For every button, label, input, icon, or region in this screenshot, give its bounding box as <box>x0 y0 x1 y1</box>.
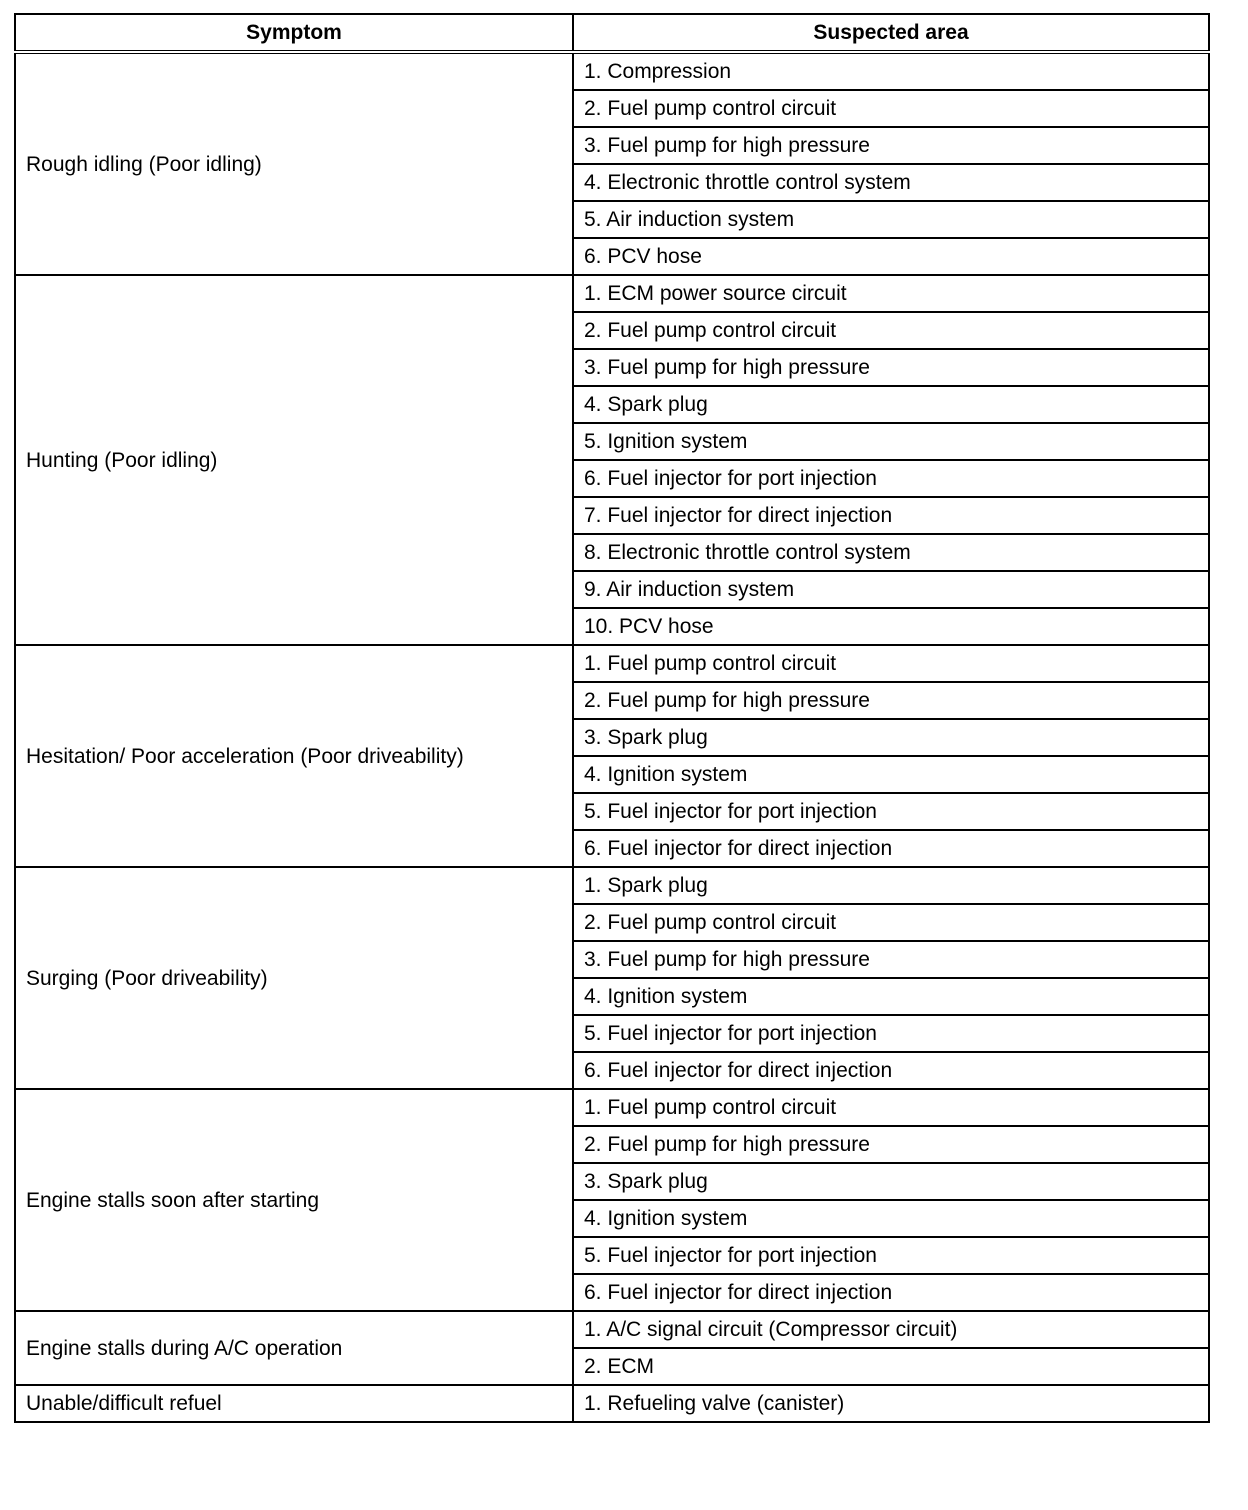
suspected-area-cell: 2. Fuel pump for high pressure <box>573 1126 1209 1163</box>
suspected-area-cell: 3. Fuel pump for high pressure <box>573 127 1209 164</box>
suspected-area-cell: 5. Ignition system <box>573 423 1209 460</box>
suspected-area-cell: 4. Ignition system <box>573 1200 1209 1237</box>
suspected-area-cell: 6. Fuel injector for direct injection <box>573 830 1209 867</box>
suspected-area-cell: 1. Fuel pump control circuit <box>573 1089 1209 1126</box>
suspected-area-cell: 1. A/C signal circuit (Compressor circuit) <box>573 1311 1209 1348</box>
suspected-area-cell: 1. Compression <box>573 52 1209 90</box>
suspected-area-cell: 1. ECM power source circuit <box>573 275 1209 312</box>
header-suspected-area: Suspected area <box>573 14 1209 52</box>
symptom-cell: Engine stalls soon after starting <box>15 1089 573 1311</box>
symptom-cell: Engine stalls during A/C operation <box>15 1311 573 1385</box>
suspected-area-cell: 6. PCV hose <box>573 238 1209 275</box>
suspected-area-cell: 4. Ignition system <box>573 756 1209 793</box>
symptom-table <box>14 13 1210 1423</box>
symptom-cell: Rough idling (Poor idling) <box>15 52 573 275</box>
suspected-area-cell: 3. Fuel pump for high pressure <box>573 941 1209 978</box>
suspected-area-cell: 4. Electronic throttle control system <box>573 164 1209 201</box>
symptom-cell: Hesitation/ Poor acceleration (Poor driveability) <box>15 645 573 867</box>
suspected-area-cell: 5. Fuel injector for port injection <box>573 793 1209 830</box>
table-row <box>15 1089 1209 1126</box>
table-row <box>15 275 1209 312</box>
suspected-area-cell: 5. Air induction system <box>573 201 1209 238</box>
suspected-area-cell: 1. Refueling valve (canister) <box>573 1385 1209 1422</box>
header-symptom: Symptom <box>15 14 573 52</box>
suspected-area-cell: 2. Fuel pump control circuit <box>573 90 1209 127</box>
symptom-cell: Unable/difficult refuel <box>15 1385 573 1422</box>
suspected-area-cell: 2. Fuel pump control circuit <box>573 904 1209 941</box>
table-row <box>15 867 1209 904</box>
suspected-area-cell: 4. Ignition system <box>573 978 1209 1015</box>
suspected-area-cell: 3. Spark plug <box>573 719 1209 756</box>
suspected-area-cell: 5. Fuel injector for port injection <box>573 1237 1209 1274</box>
suspected-area-cell: 4. Spark plug <box>573 386 1209 423</box>
suspected-area-cell: 3. Spark plug <box>573 1163 1209 1200</box>
table-row <box>15 645 1209 682</box>
suspected-area-cell: 9. Air induction system <box>573 571 1209 608</box>
suspected-area-cell: 6. Fuel injector for direct injection <box>573 1052 1209 1089</box>
suspected-area-cell: 3. Fuel pump for high pressure <box>573 349 1209 386</box>
suspected-area-cell: 8. Electronic throttle control system <box>573 534 1209 571</box>
symptom-cell: Hunting (Poor idling) <box>15 275 573 645</box>
table-body <box>15 52 1209 1422</box>
suspected-area-cell: 10. PCV hose <box>573 608 1209 645</box>
table-row <box>15 1311 1209 1348</box>
suspected-area-cell: 2. Fuel pump for high pressure <box>573 682 1209 719</box>
suspected-area-cell: 5. Fuel injector for port injection <box>573 1015 1209 1052</box>
header-row <box>15 14 1209 52</box>
suspected-area-cell: 1. Spark plug <box>573 867 1209 904</box>
suspected-area-cell: 6. Fuel injector for port injection <box>573 460 1209 497</box>
suspected-area-cell: 2. ECM <box>573 1348 1209 1385</box>
suspected-area-cell: 7. Fuel injector for direct injection <box>573 497 1209 534</box>
symptom-cell: Surging (Poor driveability) <box>15 867 573 1089</box>
table-row <box>15 52 1209 90</box>
suspected-area-cell: 2. Fuel pump control circuit <box>573 312 1209 349</box>
suspected-area-cell: 6. Fuel injector for direct injection <box>573 1274 1209 1311</box>
suspected-area-cell: 1. Fuel pump control circuit <box>573 645 1209 682</box>
table-row <box>15 1385 1209 1422</box>
